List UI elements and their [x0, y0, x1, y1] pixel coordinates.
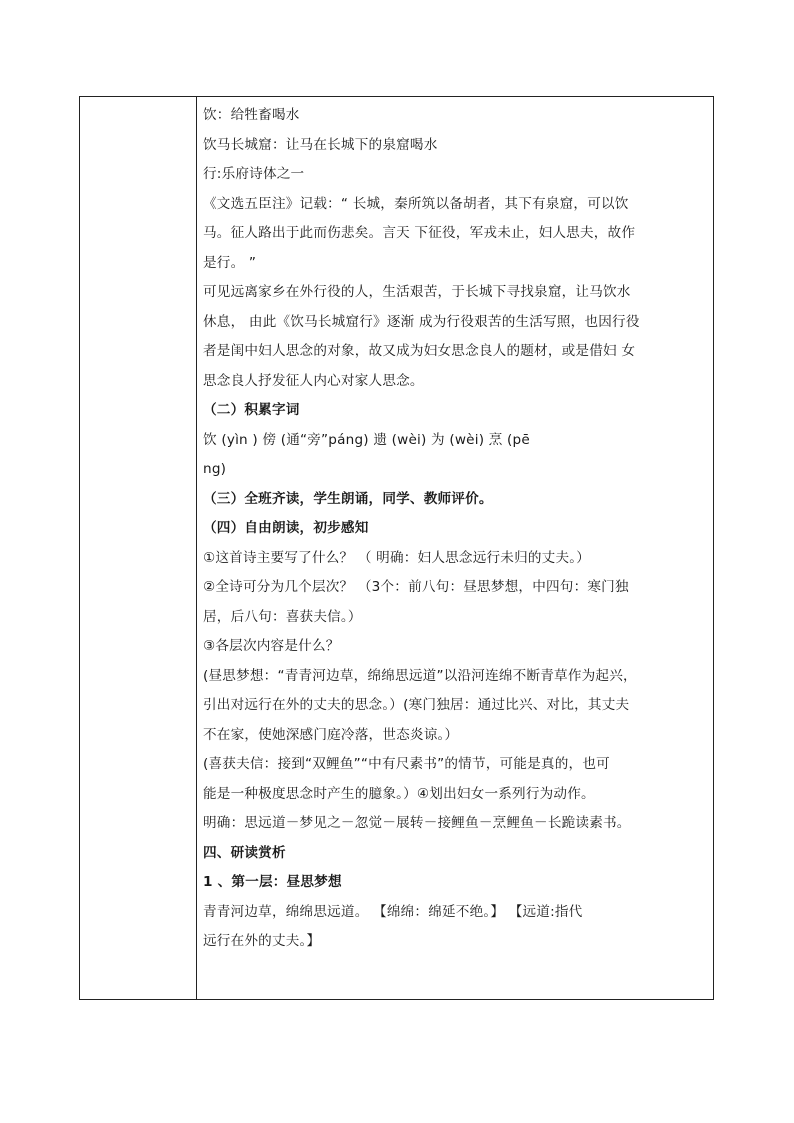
text-line: 行:乐府诗体之一: [203, 166, 305, 182]
text-line: 马。征人路出于此而伤悲矣。言天 下征役，军戎未止，妇人思夫，故作: [203, 225, 636, 241]
text-line: (喜获夫信：接到“双鲤鱼”“中有尺素书”的情节，可能是真的，也可: [203, 756, 610, 772]
text-line: 可见远离家乡在外行役的人，生活艰苦，于长城下寻找泉窟，让马饮水: [203, 284, 631, 300]
text-line: 能是一种极度思念时产生的臆象。）④划出妇女一系列行为动作。: [203, 785, 595, 802]
text-line: 饮：给牲畜喝水: [203, 107, 300, 123]
text-line: 饮马长城窟：让马在长城下的泉窟喝水: [203, 136, 438, 153]
text-line: 远行在外的丈夫。】: [203, 933, 321, 949]
text-line: 思念良人抒发征人内心对家人思念。: [203, 372, 424, 389]
section-heading: （四）自由朗读，初步感知: [203, 520, 369, 536]
content-table: [79, 96, 714, 1000]
text-line: 是行。 ”: [203, 254, 257, 271]
text-line: ③各层次内容是什么？: [203, 638, 340, 654]
text-line: 休息， 由此《饮马长城窟行》逐渐 成为行役艰苦的生活写照，也因行役: [203, 313, 640, 330]
text-line: 饮 (yìn ) 傍 (通“旁”páng) 遗 (wèi) 为 (wèi) 烹 (pē: [203, 431, 530, 448]
section-heading: 四、研读赏析: [203, 844, 286, 861]
section-heading: （三）全班齐读，学生朗诵，同学、教师评价。: [203, 490, 493, 507]
text-line: 引出对远行在外的丈夫的思念。）(寒门独居：通过比兴、对比，其丈夫: [203, 697, 630, 713]
text-line: 者是闺中妇人思念的对象，故又成为妇女思念良人的题材，或是借妇 女: [203, 343, 636, 359]
text-line: ①这首诗主要写了什么？ （ 明确：妇人思念远行未归的丈夫。）: [203, 549, 591, 566]
text-line: 青青河边草，绵绵思远道。 【绵绵：绵延不绝。】 【远道:指代: [203, 903, 583, 920]
section-heading: （二）积累字词: [203, 402, 300, 418]
section-heading: 1 、第一层：昼思梦想: [203, 874, 342, 890]
text-line: 居，后八句：喜获夫信。）: [203, 608, 362, 625]
text-line: 明确：思远道－梦见之－忽觉－展转－接鲤鱼－烹鲤鱼－长跪读素书。: [203, 815, 631, 831]
text-line: ②全诗可分为几个层次？ （3个：前八句：昼思梦想，中四句：寒门独: [203, 579, 629, 595]
left-column-cell: [80, 97, 197, 999]
right-column-cell: [198, 97, 713, 999]
text-line: 不在家，使她深感门庭冷落，世态炎谅。）: [203, 726, 459, 743]
text-line: (昼思梦想：“青青河边草，绵绵思远道”以沿河连绵不断青草作为起兴，: [203, 667, 637, 684]
text-line: 《文选五臣注》记载：“ 长城，秦所筑以备胡者，其下有泉窟，可以饮: [203, 195, 629, 212]
text-line: ng): [203, 461, 227, 477]
